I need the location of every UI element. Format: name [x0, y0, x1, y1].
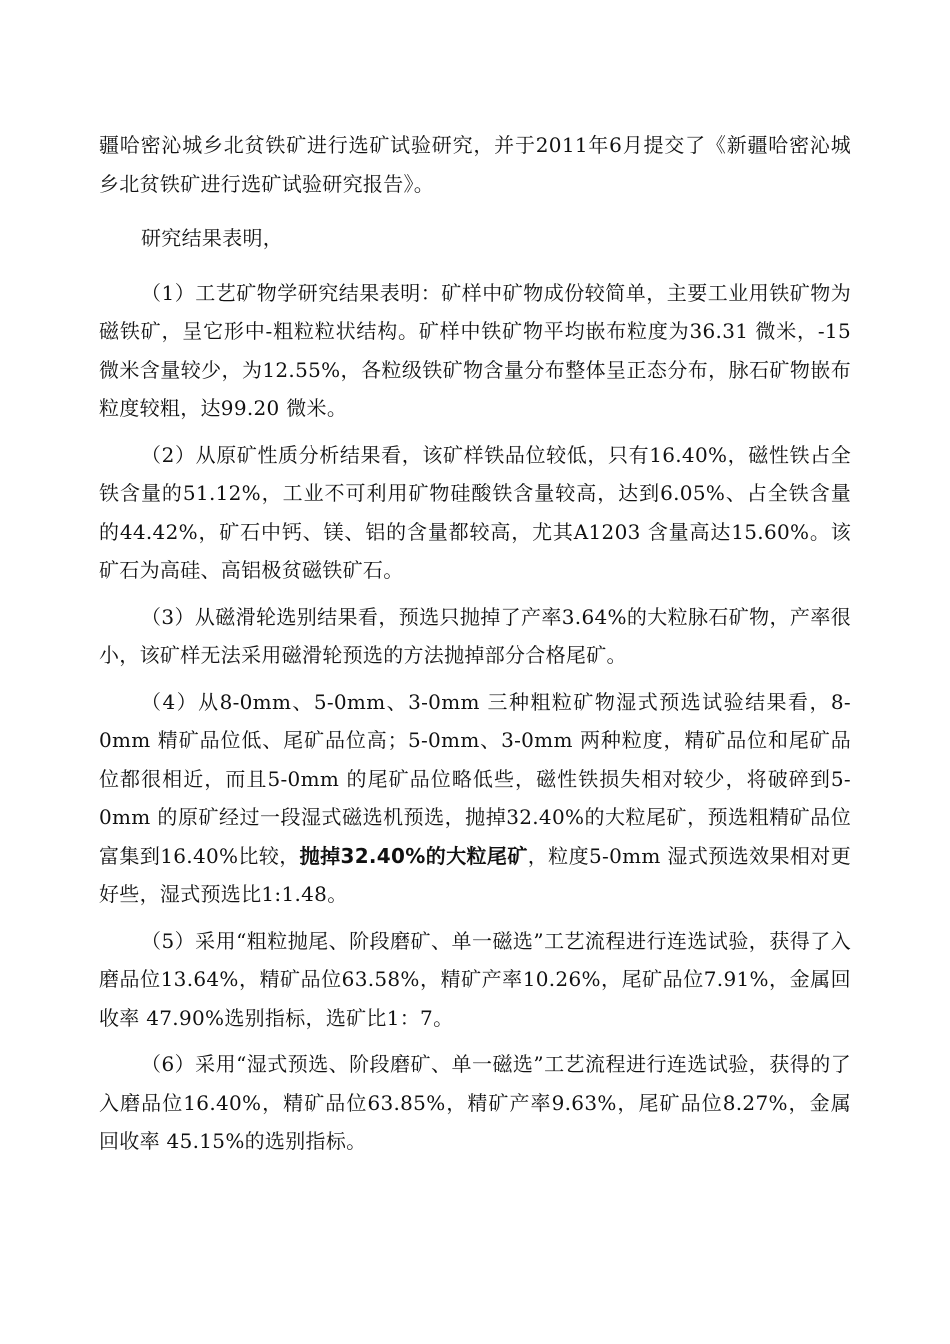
finding-3: （3）从磁滑轮选别结果看，预选只抛掉了产率3.64%的大粒脉石矿物，产率很小，该矿样无法采用磁滑轮预选的方法抛掉部分合格尾矿。	[99, 604, 851, 667]
intro-paragraph: 疆哈密沁城乡北贫铁矿进行选矿试验研究，并于2011年6月提交了《新疆哈密沁城乡北贫铁矿进行选矿试验研究报告》。	[99, 133, 851, 196]
finding-1: （1）工艺矿物学研究结果表明：矿样中矿物成份较简单，主要工业用铁矿物为磁铁矿，呈它形中-粗粒粒状结构。矿样中铁矿物平均嵌布粒度为36.31 微米，-15 微米含量较少，为12.55%，各粒级铁矿物含量分布整体呈正态分布，脉石矿物嵌布粒度较粗，达99.20 微米。	[99, 280, 851, 420]
finding-4-text-a: （4）从8-0mm、5-0mm、3-0mm 三种粗粒矿物湿式预选试验结果看，8-0mm 精矿品位低、尾矿品位高；5-0mm、3-0mm 两种粒度，精矿品位和尾矿品位都很相近，而且5-0mm 的尾矿品位略低些，磁性铁损失相对较少，将破碎到5-0mm 的原矿经过一段湿式磁选机预选，抛掉32.40%的大粒尾矿，预选粗精矿品位富集到16.40%比较，	[99, 689, 851, 868]
finding-2: （2）从原矿性质分析结果看，该矿样铁品位较低，只有16.40%，磁性铁占全铁含量的51.12%，工业不可利用矿物硅酸铁含量较高，达到6.05%、占全铁含量的44.42%，矿石中钙、镁、铝的含量都较高，尤其A1203 含量高达15.60%。该矿石为高硅、高铝极贫磁铁矿石。	[99, 442, 851, 582]
finding-4-bold-text: 抛掉32.40%的大粒尾矿	[299, 843, 528, 868]
lead-paragraph: 研究结果表明，	[141, 226, 284, 250]
document-body	[99, 126, 851, 1161]
finding-4-text-b: ，粒度5-0mm 湿式预选效果相对更好些，湿式预选比1:1.48。	[99, 843, 851, 906]
finding-6: （6）采用“湿式预选、阶段磨矿、单一磁选”工艺流程进行连选试验，获得的了入磨品位16.40%，精矿品位63.85%，精矿产率9.63%，尾矿品位8.27%，金属回收率 45.15%的选别指标。	[99, 1052, 851, 1153]
finding-4	[99, 683, 851, 914]
finding-5: （5）采用“粗粒抛尾、阶段磨矿、单一磁选”工艺流程进行连选试验，获得了入磨品位13.64%，精矿品位63.58%，精矿产率10.26%，尾矿品位7.91%，金属回收率 47.90%选别指标，选矿比1：7。	[99, 928, 851, 1030]
